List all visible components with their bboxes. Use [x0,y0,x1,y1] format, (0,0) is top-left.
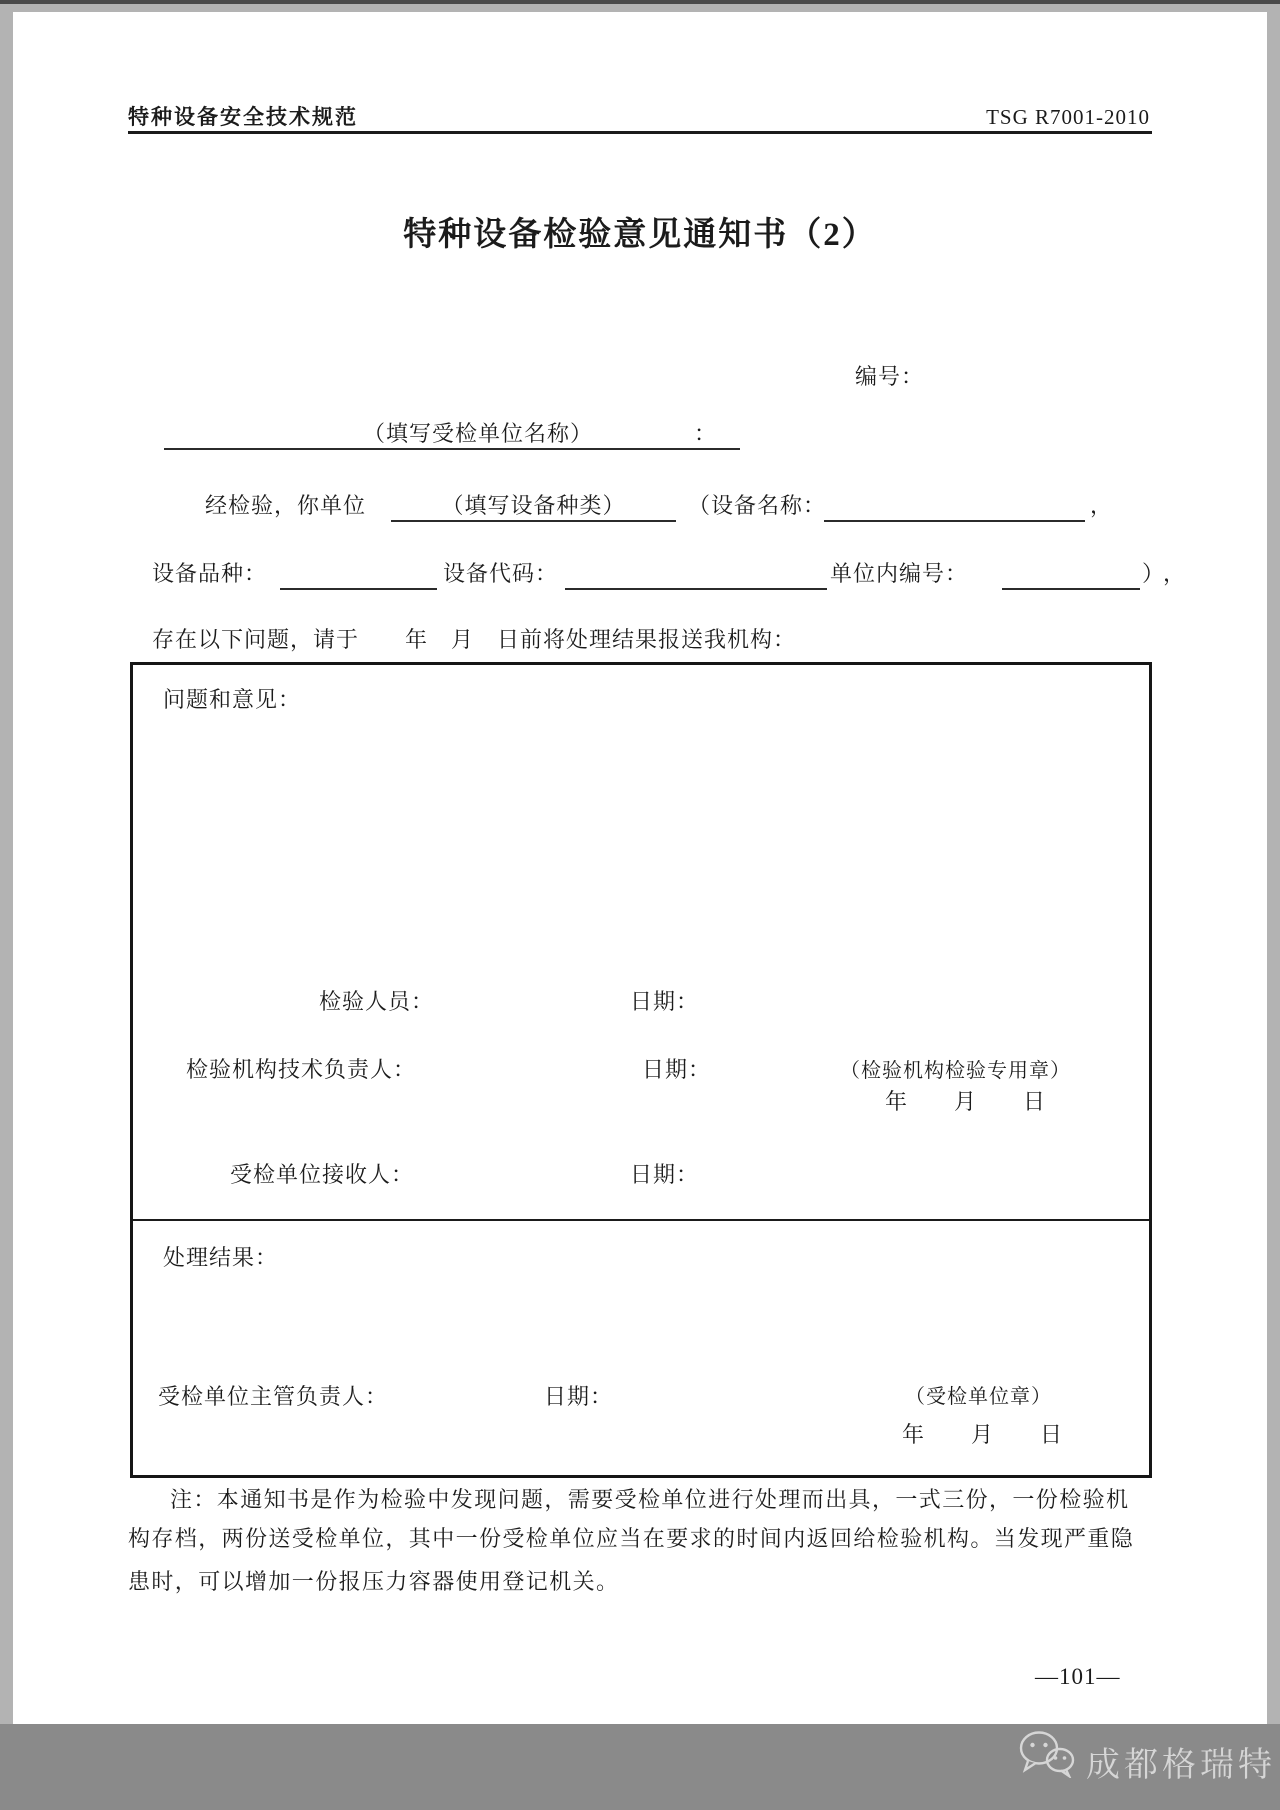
note-line-1: 注：本通知书是作为检验中发现问题，需要受检单位进行处理而出具，一式三份，一份检验机 [170,1487,1130,1512]
note-line-2: 构存档，两份送受检单位，其中一份受检单位应当在要求的时间内返回给检验机构。当发现严重隐 [128,1526,1135,1551]
header-rule [128,131,1152,134]
intro-comma: ， [1090,493,1114,518]
note-line-3: 患时，可以增加一份报压力容器使用登记机关。 [128,1569,620,1594]
recipient-hint: （填写受检单位名称） [362,421,593,446]
page-title: 特种设备检验意见通知书（2） [403,217,877,253]
page-number: —101— [1035,1664,1121,1689]
variety-fill-line [280,558,437,590]
unit-lead-label: 受检单位主管负责人： [158,1384,389,1409]
recipient-colon: ： [694,421,718,446]
box-divider [133,1219,1149,1221]
code-label: 设备代码： [443,561,559,586]
tech-lead-date-label: 日期： [642,1057,712,1082]
code-fill-line [565,558,827,590]
device-name-fill-line [824,490,1085,522]
serial-label: 编号： [855,364,925,389]
org-seal-hint: （检验机构检验专用章） [840,1060,1071,1082]
header-doc-code: TSG R7001-2010 [986,105,1150,129]
unit-seal-hint: （受检单位章） [905,1386,1052,1408]
problems-label: 问题和意见： [163,687,302,712]
details-closing: ）， [1142,561,1196,586]
unit-lead-date-label: 日期： [544,1384,614,1409]
device-name-label: （设备名称： [688,493,827,518]
receiver-label: 受检单位接收人： [230,1162,415,1187]
org-seal-date: 年 月 日 [885,1089,1047,1114]
unit-no-label: 单位内编号： [830,561,969,586]
watermark-brand: 成都格瑞特 [1086,1746,1276,1784]
device-type-fill-line [391,490,676,522]
deadline-line: 存在以下问题，请于 年 月 日前将处理结果报送我机构： [152,627,797,652]
inspector-date-label: 日期： [630,989,700,1014]
device-type-hint: （填写设备种类） [441,493,626,518]
result-label: 处理结果： [163,1245,279,1270]
header-left-title: 特种设备安全技术规范 [128,105,358,129]
scan-top-edge [0,0,1280,4]
receiver-date-label: 日期： [630,1162,700,1187]
variety-label: 设备品种： [152,561,268,586]
wechat-icon [1018,1728,1076,1778]
unit-seal-date: 年 月 日 [902,1422,1064,1447]
inspector-label: 检验人员： [319,989,435,1014]
tech-lead-label: 检验机构技术负责人： [186,1057,417,1082]
recipient-fill-line [164,418,740,450]
intro-prefix: 经检验，你单位 [205,493,367,518]
unit-no-fill-line [1002,558,1140,590]
